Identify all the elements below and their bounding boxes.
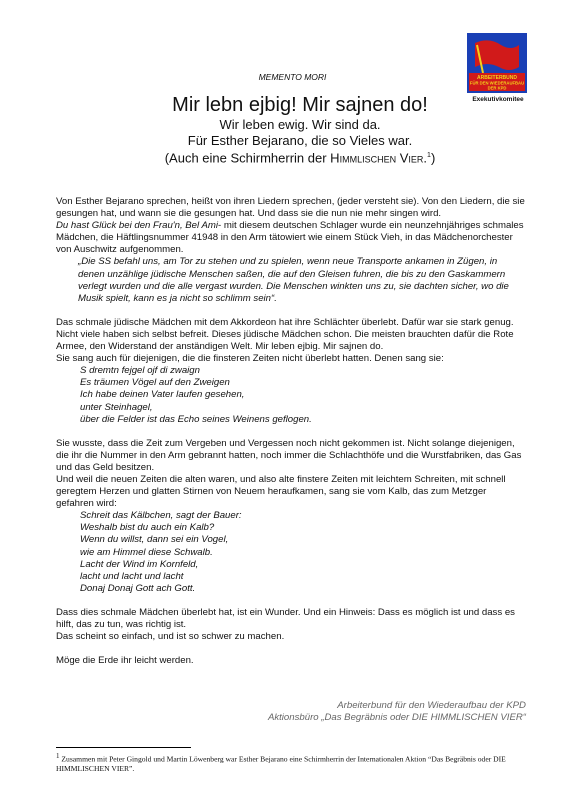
paragraph-farewell: Möge die Erde ihr leicht werden. [56, 655, 194, 667]
verse-line: Lacht der Wind im Kornfeld, [80, 558, 199, 570]
flag-emblem-icon [467, 33, 527, 93]
quote-block: „Die SS befahl uns, am Tor zu stehen und zu spielen, wenn neue Transporte ankamen in Zügen, in denen unzählige jüdische Menschen saßen, die auf den Gleisen fuhren, die bis zu den Gaskammern verlegt wurden und die alle vergast wurden. Die Menschen winkten uns zu, sie dachten sicher, wo die Musik spielt, kann es ja nicht so schlimm sein“. [78, 256, 509, 304]
paragraph-bel-ami [56, 220, 526, 256]
footnote-text: Zusammen mit Peter Gingold und Martin Löwenberg war Esther Bejarano eine Schirmherrin der Internationalen Aktion “Das Begräbnis oder DIE HIMMLISCHEN VIER”. [56, 754, 506, 774]
kpd-logo [467, 33, 527, 93]
title-block [100, 93, 500, 166]
subtitle-dedication: Für Esther Bejarano, die so Vieles war. [187, 132, 413, 148]
song-title-bel-ami: Du hast Glück bei den Frau'n, Bel Ami [56, 220, 218, 232]
verse-donaj [56, 510, 526, 595]
subtitle-patron-text-2: V [396, 150, 409, 166]
verse-line: S dremtn fejgel ojf di zwaign [80, 365, 200, 377]
footnote [56, 752, 536, 774]
subtitle-patron-close: ) [430, 150, 436, 166]
svg-text:ARBEITERBUND: ARBEITERBUND [477, 75, 517, 81]
article-body [56, 196, 526, 667]
footnote-divider [56, 747, 191, 748]
subtitle-patron-smallcaps: immlischen [339, 150, 397, 166]
footnote-marker: 1 [56, 752, 60, 760]
signature-line-action: Aktionsbüro „Das Begräbnis oder DIE HIMMLISCHEN VIER“ [267, 712, 526, 723]
page-title: Mir lebn ejbig! Mir sajnen do! [172, 94, 428, 116]
paragraph-song-intro: Sie sang auch für diejenigen, die die finsteren Zeiten nicht überlebt hatten. Denen sang sie: [56, 353, 444, 365]
paragraph-simple: Das scheint so einfach, und ist so schwer zu machen. [56, 631, 285, 643]
verse-line: Wenn du willst, dann sei ein Vogel, [80, 534, 229, 546]
subtitle-translation: Wir leben ewig. Wir sind da. [219, 117, 381, 132]
paragraph-miracle: Dass dies schmale Mädchen überlebt hat, ist ein Wunder. Und ein Hinweis: Dass es möglich ist und dass es hilft, das zu tun, was richtig ist. [56, 606, 515, 630]
subtitle-patron-text: (Auch eine Schirmherrin der H [164, 150, 340, 166]
verse-line: Es träumen Vögel auf den Zweigen [80, 377, 230, 389]
verse-dremtn-fejgel [56, 365, 526, 425]
verse-line: unter Steinhagel, [80, 401, 153, 413]
paragraph-survival: Das schmale jüdische Mädchen mit dem Akkordeon hat ihre Schlächter überlebt. Dafür war sie stark genug. Nicht viele haben sich selbst befreit. Dieses jüdische Mädchen schon. Die meisten brauchten dafür die Rote Armee, den Widerstand der anständigen Welt. Mir leben ejbig. Mir sajnen do. [56, 316, 514, 353]
verse-line: Schreit das Kälbchen, sagt der Bauer: [80, 510, 242, 522]
verse-line: lacht und lacht und lacht [80, 570, 184, 582]
verse-line: Ich habe deinen Vater laufen gesehen, [80, 389, 245, 401]
signature-block [268, 700, 526, 724]
verse-line: Donaj Donaj Gott ach Gott. [80, 582, 196, 594]
subtitle-patron-note [100, 148, 500, 166]
footnote-ref[interactable]: 1 [427, 152, 431, 159]
logo-caption: Exekutivkomitee [472, 96, 524, 103]
paragraph-not-forgotten: Sie wusste, dass die Zeit zum Vergeben und Vergessen noch nicht gekommen ist. Nicht solange diejenigen, die ihr die Nummer in den Arm gebrannt hatten, noch immer die Schlachthöfe und die Wurstfabriken, das Gas und das Geld besitzen. [56, 437, 522, 473]
verse-line: über die Felder ist das Echo seines Weinens geflogen. [80, 413, 312, 425]
svg-text:DER KPD: DER KPD [487, 85, 507, 91]
paragraph-bel-ami-text: - mit diesem deutschen Schlager wurde ein neunzehnjähriges schmales Mädchen, die Häftlingsnummer 41948 in den Arm tätowiert wie einem Stück Vieh, in das Mädchenorchester von Auschwitz aufgenommen. [56, 220, 524, 256]
paragraph-intro: Von Esther Bejarano sprechen, heißt von ihren Liedern sprechen, (jeder versteht sie). Von den Liedern, die sie gesungen hat, und wann sie die gesungen hat. Und dass sie die nun nie mehr singen wird. [56, 196, 525, 220]
memento-mori-heading: MEMENTO MORI [258, 72, 327, 82]
signature-line-organization: Arbeiterbund für den Wiederaufbau der KPD [337, 700, 526, 711]
svg-text:FÜR DEN WIEDERAUFBAU: FÜR DEN WIEDERAUFBAU [469, 80, 525, 86]
paragraph-new-times: Und weil die neuen Zeiten die alten waren, und also alte finstere Zeiten mit leichtem Schreiten, mit schnell geregtem Herzen und glatten Stirnen von Neuem heraufkamen, sang sie vom Kalb, das zum Metzger gefahren wird: [56, 473, 506, 510]
verse-line: wie am Himmel diese Schwalb. [80, 546, 213, 558]
verse-line: Weshalb bist du auch ein Kalb? [80, 522, 215, 534]
subtitle-patron-period: . [423, 150, 428, 166]
subtitle-patron-smallcaps-2: ier [408, 150, 424, 166]
